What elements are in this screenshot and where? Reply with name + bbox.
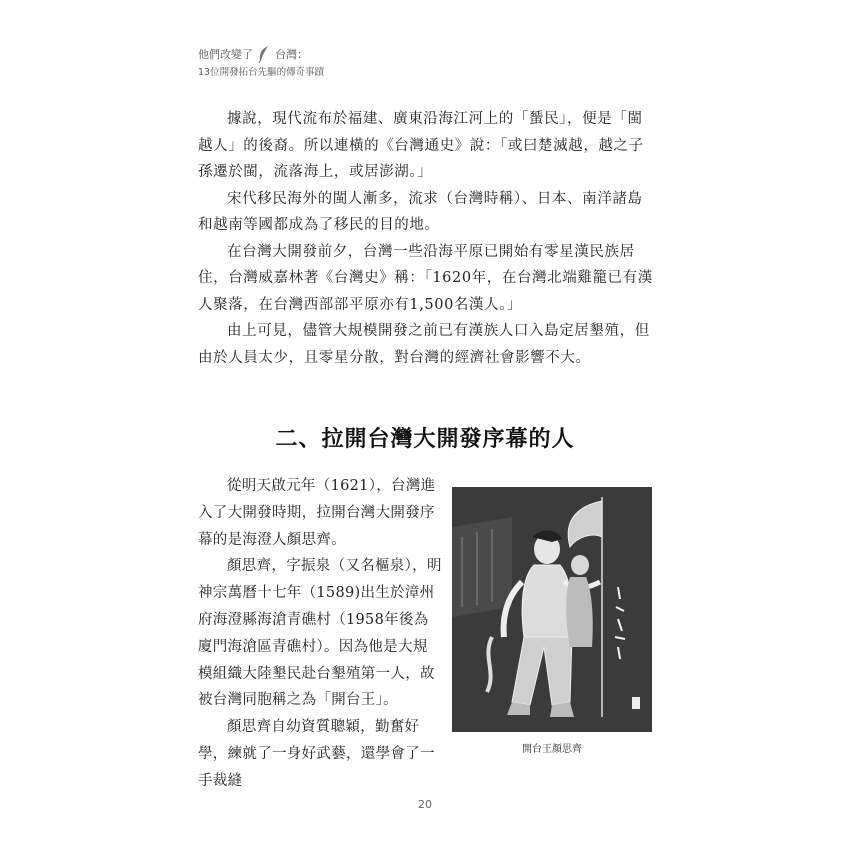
paragraph: 由上可見，儘管大規模開發之前已有漢族人口入島定居墾殖，但由於人員太少，且零星分散，對台灣的經濟社會影響不大。 bbox=[198, 323, 650, 366]
book-title-part1: 他們改變了 bbox=[198, 48, 253, 61]
section-text bbox=[198, 473, 442, 795]
book-subtitle: 13位開發拓台先驅的傳奇事蹟 bbox=[198, 67, 325, 78]
paragraph: 顏思齊自幼資質聰穎，勤奮好學，練就了一身好武藝，還學會了一手裁縫 bbox=[198, 719, 435, 789]
book-title bbox=[198, 46, 398, 62]
section-heading: 二、拉開台灣大開發序幕的人 bbox=[275, 427, 575, 452]
body-text bbox=[198, 106, 654, 371]
portrait-illustration bbox=[452, 487, 652, 732]
running-header bbox=[198, 46, 398, 78]
paragraph: 宋代移民海外的閩人漸多，流求（台灣時稱）、日本、南洋諸島和越南等國都成為了移民的目的地。 bbox=[198, 190, 643, 233]
page-number: 20 bbox=[418, 798, 432, 811]
figure-caption: 開台王顏思齊 bbox=[522, 744, 582, 755]
paragraph: 顏思齊，字振泉（又名樞泉），明神宗萬曆十七年（1589)出生於漳州府海澄縣海滄青礁村（1958年後為廈門海滄區青礁村）。因為他是大規模組織大陸墾民赴台墾殖第一人，故被台灣同胞稱之為「開台王」。 bbox=[198, 558, 442, 709]
paragraph: 在台灣大開發前夕，台灣一些沿海平原已開始有零星漢民族居住，台灣威嘉林著《台灣史》稱：「1620年，在台灣北端雞籠已有漢人聚落，在台灣西部部平原亦有1,500名漢人。」 bbox=[198, 243, 653, 313]
paragraph: 據說，現代流布於福建、廣東沿海江河上的「蜑民」，便是「閩越人」的後裔。所以連橫的《台灣通史》說：「或曰楚滅越，越之子孫遷於閩，流落海上，或居澎湖。」 bbox=[198, 111, 644, 180]
feather-icon bbox=[257, 45, 271, 63]
paragraph: 從明天啟元年（1621），台灣進入了大開發時期，拉開台灣大開發序幕的是海澄人顏思齊。 bbox=[198, 478, 436, 548]
book-title-part2: 台灣： bbox=[275, 48, 308, 61]
